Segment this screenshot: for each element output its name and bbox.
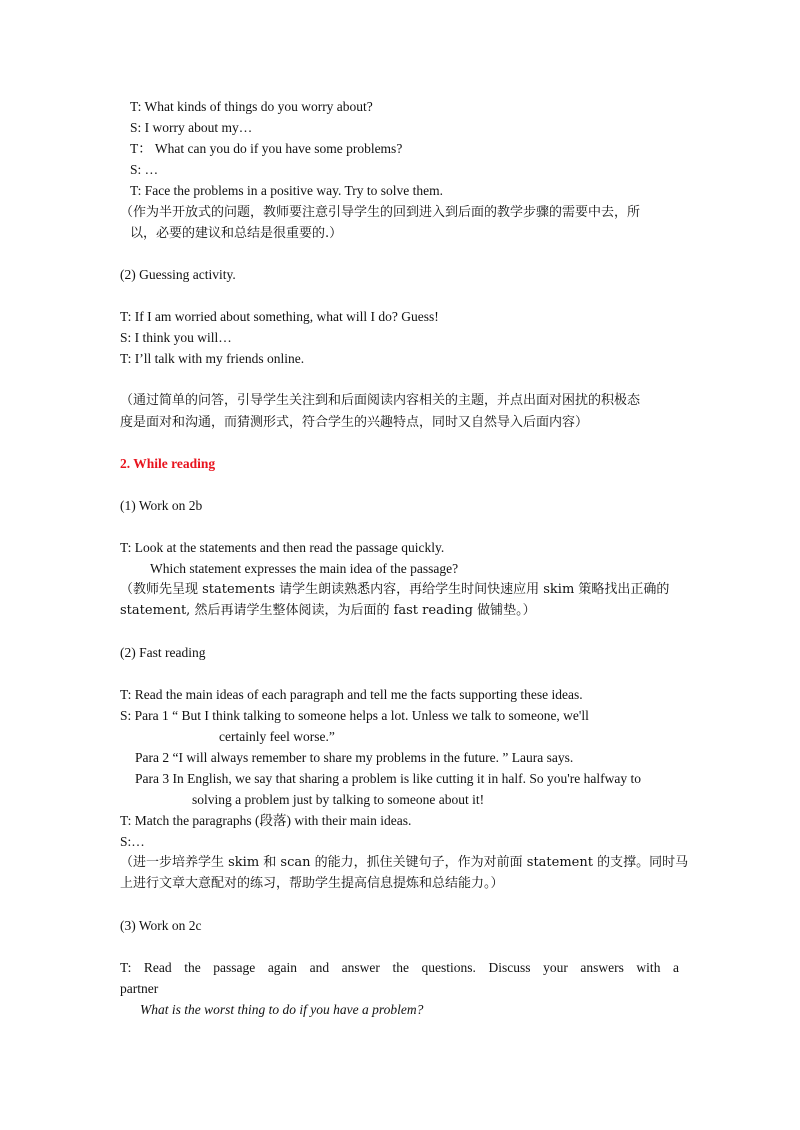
teaching-note: （教师先呈现 statements 请学生朗读熟悉内容，再给学生时间快速应用 skim 策略找出正确的 (120, 582, 670, 597)
dialogue-line: S: I worry about my… (130, 120, 253, 135)
section-heading: 2. While reading (120, 456, 216, 471)
teaching-note: 上进行文章大意配对的练习，帮助学生提高信息提炼和总结能力。） (120, 876, 504, 891)
dialogue-line: Para 2 “I will always remember to share my problems in the future. ” Laura says. (135, 750, 574, 765)
dialogue-line: T: If I am worried about something, what will I do? Guess! (120, 309, 439, 324)
dialogue-line: certainly feel worse.” (219, 729, 335, 744)
dialogue-line: Para 3 In English, we say that sharing a problem is like cutting it in half. So you're halfway to (135, 771, 641, 786)
dialogue-line: T: What kinds of things do you worry about? (130, 99, 373, 114)
dialogue-line: T： What can you do if you have some problems? (130, 141, 403, 156)
teaching-note: （通过简单的问答，引导学生关注到和后面阅读内容相关的主题，并点出面对困扰的积极态 (120, 393, 641, 408)
dialogue-line: S: Para 1 “ But I think talking to someone helps a lot. Unless we talk to someone, we'll (120, 708, 589, 723)
section-title: (2) Guessing activity. (120, 267, 236, 282)
section-title: (3) Work on 2c (120, 918, 202, 933)
dialogue-line: partner (120, 981, 159, 996)
teaching-note: 度是面对和沟通，而猜测形式，符合学生的兴趣特点，同时又自然导入后面内容） (120, 415, 589, 430)
dialogue-line: T: I’ll talk with my friends online. (120, 351, 305, 366)
dialogue-line: T: Read the passage again and answer the questions. Discuss your answers with a (120, 960, 679, 975)
teaching-note: 以，必要的建议和总结是很重要的.） (130, 226, 343, 241)
dialogue-line: solving a problem just by talking to someone about it! (192, 792, 485, 807)
teaching-note: （进一步培养学生 skim 和 scan 的能力，抓住关键句子，作为对前面 statement 的支撑。同时马 (120, 855, 689, 870)
dialogue-line: T: Look at the statements and then read the passage quickly. (120, 540, 445, 555)
dialogue-line: S: I think you will… (120, 330, 232, 345)
dialogue-line: Which statement expresses the main idea of the passage? (150, 561, 459, 576)
question-line: What is the worst thing to do if you have a problem? (140, 1002, 424, 1017)
dialogue-line: T: Match the paragraphs (段落) with their main ideas. (120, 813, 412, 828)
dialogue-line: T: Face the problems in a positive way. Try to solve them. (130, 183, 444, 198)
dialogue-line: S:… (120, 834, 145, 849)
teaching-note: statement, 然后再请学生整体阅读，为后面的 fast reading 做铺垫。） (120, 603, 536, 618)
section-title: (1) Work on 2b (120, 498, 203, 513)
dialogue-line: T: Read the main ideas of each paragraph and tell me the facts supporting these ideas. (120, 687, 583, 702)
dialogue-line: S: … (130, 162, 159, 177)
teaching-note: （作为半开放式的问题，教师要注意引导学生的回到进入到后面的教学步骤的需要中去，所 (120, 205, 641, 220)
section-title: (2) Fast reading (120, 645, 206, 660)
